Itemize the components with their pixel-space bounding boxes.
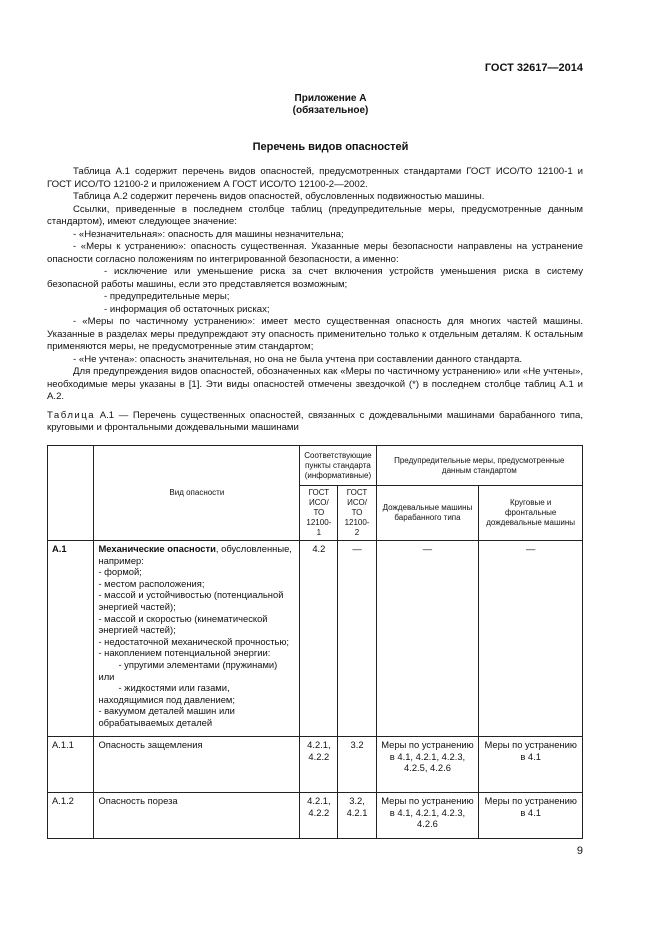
list-item: - местом расположения; xyxy=(98,577,205,589)
list-item: - формой; xyxy=(98,566,142,578)
row-circ: Меры по устранению в 4.1 xyxy=(479,737,583,793)
header-std2: ГОСТ ИСО/ТО 12100-2 xyxy=(338,486,376,541)
row-std1: 4.2 xyxy=(300,541,338,737)
row-id: А.1.2 xyxy=(48,793,94,839)
section-title: Перечень видов опасностей xyxy=(252,141,409,153)
paragraph: Таблица А.1 содержит перечень видов опасностей, предусмотренных стандартами ГОСТ ИСО/ТО 12100-1 и ГОСТ ИСО/ТО 12100-2 и приложением А ГОСТ ИСО/ТО 12100-2—2002. xyxy=(47,166,583,190)
header-std-points: Соответствующие пункты стандарта (информативные) xyxy=(300,446,376,486)
paragraph: Ссылки, приведенные в последнем столбце таблиц (предупредительные меры, предусмотренные данным стандартом), имеют следующее значение: xyxy=(47,203,583,227)
annex-heading xyxy=(0,93,661,117)
row-std2: 3.2, 4.2.1 xyxy=(338,793,376,839)
header-drum: Дождевальные машины барабанного типа xyxy=(376,486,479,541)
row-circ: — xyxy=(479,541,583,737)
list-item: - накоплением потенциальной энергии: xyxy=(98,647,271,659)
paragraph: - «Меры по частичному устранению»: имеет место существенная опасность для многих частей машины. Указанные в разделах меры предупреждают эту опасность применительно только к отдельным деталям. К остальным применяются меры, не предусмотренные этим стандартом; xyxy=(47,316,583,352)
list-item: - упругими элементами (пружинами) xyxy=(118,658,278,670)
paragraph: - предупредительные меры; xyxy=(104,291,230,302)
table-caption-text: А.1 — Перечень существенных опасностей, связанных с дождевальными машинами барабанного типа, круговыми и фронтальными дождевальными машинами xyxy=(47,409,584,433)
row-std2: 3.2 xyxy=(338,737,376,793)
row-drum: Меры по устранению в 4.1, 4.2.1, 4.2.3, 4.2.5, 4.2.6 xyxy=(376,737,479,793)
row-hazard-bold: Механические опасности xyxy=(98,543,216,554)
list-item: - вакуумом деталей машин или обрабатываемых деталей xyxy=(98,705,235,728)
list-item: - массой и устойчивостью (потенциальной энергией частей); xyxy=(98,589,284,612)
paragraph: - исключение или уменьшение риска за счет включения устройств уменьшения риска в систему безопасной работы машины, если это представляется возможным; xyxy=(47,266,583,290)
table-caption-label: Таблица xyxy=(47,409,96,421)
paragraph: - информация об остаточных рисках; xyxy=(104,303,270,315)
hazard-table xyxy=(47,445,583,839)
table-row xyxy=(48,737,583,793)
body-text xyxy=(47,166,583,435)
table-row xyxy=(48,541,583,737)
paragraph: - «Незначительная»: опасность для машины незначительна; xyxy=(73,228,344,240)
header-circ: Круговые и фронтальные дождевальные машины xyxy=(479,486,583,541)
row-id: А.1 xyxy=(48,541,94,737)
row-std1: 4.2.1, 4.2.2 xyxy=(300,737,338,793)
document-header: ГОСТ 32617—2014 xyxy=(484,62,583,74)
header-std1: ГОСТ ИСО/ТО 12100-1 xyxy=(300,486,338,541)
list-item: - жидкостями или газами, находящимися под давлением; xyxy=(98,682,235,705)
header-cell-empty xyxy=(48,446,94,541)
row-drum: — xyxy=(376,541,479,737)
row-hazard xyxy=(94,541,300,737)
list-item: - недостаточной механической прочностью; xyxy=(98,635,290,647)
row-circ: Меры по устранению в 4.1 xyxy=(479,793,583,839)
row-hazard: Опасность пореза xyxy=(94,793,300,839)
annex-status: (обязательное) xyxy=(292,105,369,116)
row-hazard: Опасность защемления xyxy=(94,737,300,793)
list-item: - массой и скоростью (кинематической энергией частей); xyxy=(98,612,268,636)
annex-title: Приложение А xyxy=(294,93,367,104)
paragraph: - «Не учтена»: опасность значительная, но она не была учтена при составлении данного стандарта. xyxy=(73,353,523,365)
header-measures: Предупредительные меры, предусмотренные данным стандартом xyxy=(376,446,582,486)
table-caption xyxy=(47,410,583,435)
row-std1: 4.2.1, 4.2.2 xyxy=(300,793,338,839)
paragraph: Для предупреждения видов опасностей, обозначенных как «Меры по частичному устранению» или «Не учтены», необходимые меры указаны в [1]. Эти виды опасностей отмечены звездочкой (*) в последнем столбце таблиц А.1 и А.2. xyxy=(47,366,583,402)
list-item: или xyxy=(98,670,115,682)
paragraph: - «Меры к устранению»: опасность существенная. Указанные меры безопасности направлены на устранение опасности согласно положениям по интегрированной безопасности, а именно: xyxy=(47,241,583,265)
row-id: А.1.1 xyxy=(48,737,94,793)
header-hazard-type: Вид опасности xyxy=(94,446,300,541)
row-drum: Меры по устранению в 4.1, 4.2.1, 4.2.3, 4.2.6 xyxy=(376,793,479,839)
page-number: 9 xyxy=(576,845,583,857)
paragraph: Таблица А.2 содержит перечень видов опасностей, обусловленных подвижностью машины. xyxy=(73,191,485,202)
table-row xyxy=(48,793,583,839)
row-std2: — xyxy=(338,541,376,737)
row-hazard-rest: , обусловленные, например: xyxy=(98,543,292,566)
